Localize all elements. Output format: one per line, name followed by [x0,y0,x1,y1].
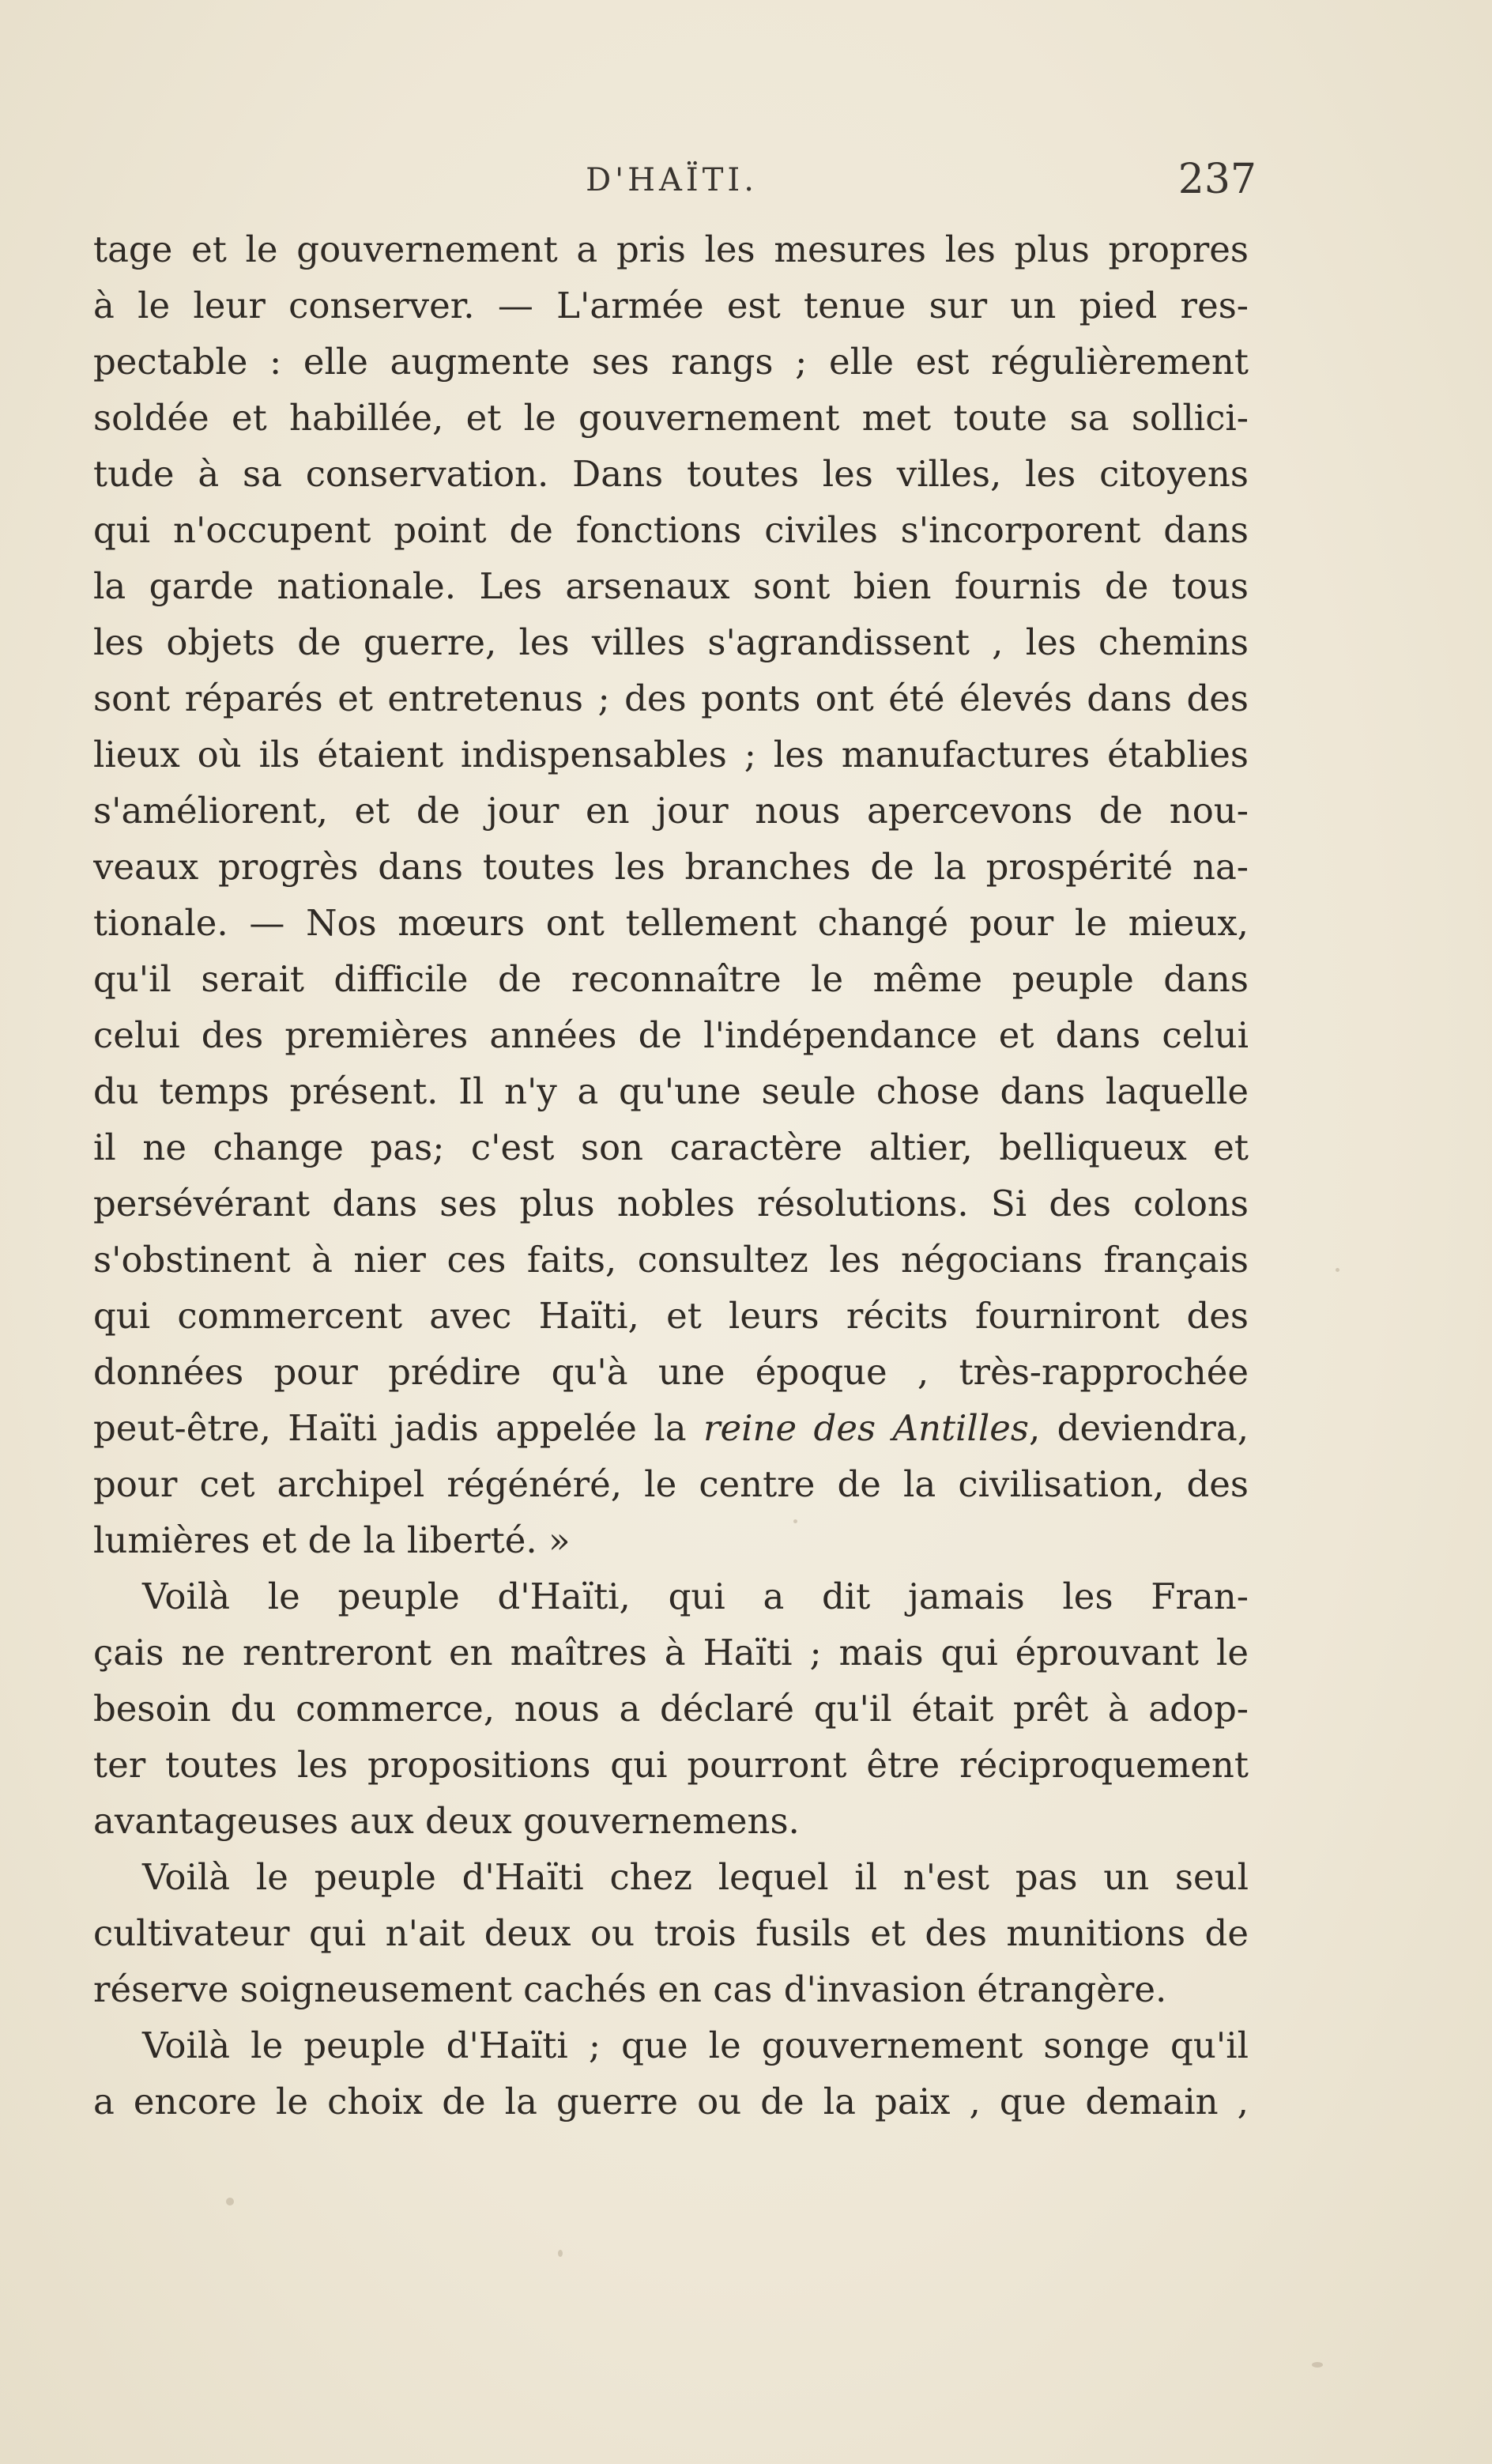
text-line: s'obstinent à nier ces faits, consultez les négocians français [93,1239,1249,1281]
text-line: tage et le gouvernement a pris les mesures les plus propres [93,228,1249,270]
paper-foxing-spot [558,2250,563,2257]
body-text [93,221,1249,2130]
page-number: 237 [1177,156,1257,203]
text-line: qu'il serait difficile de reconnaître le même peuple dans [93,958,1249,1000]
text-line: pour cet archipel régénéré, le centre de la civilisation, des [93,1463,1249,1505]
text-line: qui commercent avec Haïti, et leurs récits fourniront des [93,1295,1249,1337]
text-line-paragraph-end: réserve soigneusement cachés en cas d'invasion étrangère. [93,1968,1167,2010]
text-line: persévérant dans ses plus nobles résolutions. Si des colons [93,1183,1249,1224]
text-line: qui n'occupent point de fonctions civiles s'incorporent dans [93,509,1249,551]
text-line: il ne change pas; c'est son caractère altier, belliqueux et [93,1126,1249,1168]
paper-foxing-spot [226,2198,234,2206]
text-line: cultivateur qui n'ait deux ou trois fusils et des munitions de [93,1912,1249,1954]
text-line: soldée et habillée, et le gouvernement met toute sa sollici- [93,397,1249,439]
text-line: la garde nationale. Les arsenaux sont bien fournis de tous [93,565,1249,607]
paper-foxing-spot [1336,1268,1339,1272]
paper-foxing-spot [793,1519,797,1523]
paper-foxing-spot [1312,2362,1323,2368]
text-line-paragraph-start: Voilà le peuple d'Haïti ; que le gouvernement songe qu'il [142,2024,1249,2066]
text-line: a encore le choix de la guerre ou de la paix , que demain , [93,2081,1249,2123]
text-line: à le leur conserver. — L'armée est tenue sur un pied res- [93,285,1249,326]
text-line: du temps présent. Il n'y a qu'une seule chose dans laquelle [93,1070,1249,1112]
text-line: veaux progrès dans toutes les branches de la prospérité na- [93,846,1249,888]
text-line: les objets de guerre, les villes s'agrandissent , les chemins [93,621,1249,663]
line-text-before-italic: peut-être, Haïti jadis appelée la [93,1407,703,1449]
text-line: tude à sa conservation. Dans toutes les villes, les citoyens [93,453,1249,495]
text-line: lieux où ils étaient indispensables ; les manufactures établies [93,734,1249,775]
text-line: celui des premières années de l'indépendance et dans celui [93,1014,1249,1056]
running-title: D'HAÏTI. [586,162,758,198]
text-line: ter toutes les propositions qui pourront être réciproquement [93,1744,1249,1786]
text-line-paragraph-start: Voilà le peuple d'Haïti, qui a dit jamais les Fran- [142,1575,1249,1617]
text-line: pectable : elle augmente ses rangs ; elle est régulièrement [93,341,1249,383]
text-line: s'améliorent, et de jour en jour nous apercevons de nou- [93,790,1249,832]
text-line: tionale. — Nos mœurs ont tellement changé pour le mieux, [93,902,1249,944]
line-text-after-italic: , deviendra, [1028,1407,1249,1449]
text-line: données pour prédire qu'à une époque , très-rapprochée [93,1351,1249,1393]
text-line-paragraph-end: avantageuses aux deux gouvernemens. [93,1800,800,1842]
text-line-paragraph-start: Voilà le peuple d'Haïti chez lequel il n'est pas un seul [142,1856,1249,1898]
text-line: çais ne rentreront en maîtres à Haïti ; mais qui éprouvant le [93,1632,1249,1673]
italic-phrase: reine des Antilles [703,1407,1029,1449]
text-line-paragraph-end: lumières et de la liberté. » [93,1519,571,1561]
text-line: sont réparés et entretenus ; des ponts ont été élevés dans des [93,677,1249,719]
text-line-with-italic [93,1400,1249,1456]
running-head [95,156,1257,209]
text-line: besoin du commerce, nous a déclaré qu'il était prêt à adop- [93,1688,1249,1730]
